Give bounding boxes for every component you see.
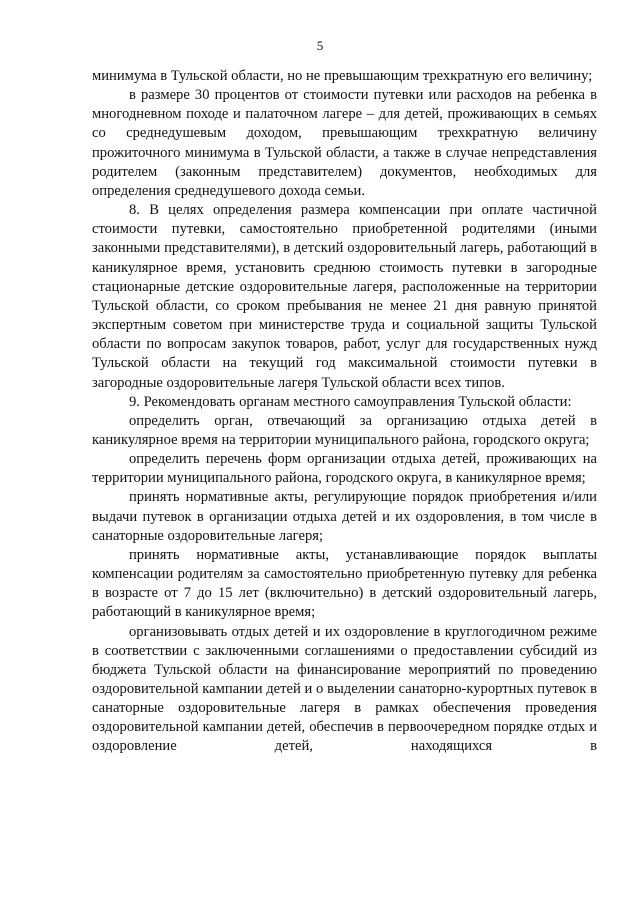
paragraph: принять нормативные акты, регулирующие порядок приобретения и/или выдачи путевок в организации отдыха детей и их оздоровления, в том числе в санаторные оздоровительные лагеря; bbox=[92, 489, 597, 544]
paragraph: 8. В целях определения размера компенсации при оплате частичной стоимости путевки, самостоятельно приобретенной родителями (иными законными представителями), в детский оздоровительный лагерь, работающий в каникулярное время, установить среднюю стоимость путевки в загородные стационарные детские оздоровительные лагеря, расположенные на территории Тульской области, со сроком пребывания не менее 21 дня равную принятой экспертным советом при министерстве труда и социальной защиты Тульской области по вопросам закупок товаров, работ, услуг для государственных нужд Тульской области на текущий год максимальной стоимости путевки в загородные оздоровительные лагеря Тульской области всех типов. bbox=[92, 202, 597, 391]
paragraph: минимума в Тульской области, но не превышающим трехкратную его величину; bbox=[92, 68, 593, 84]
paragraph: определить орган, отвечающий за организацию отдыха детей в каникулярное время на территории муниципального района, городского округа; bbox=[92, 412, 597, 448]
paragraph: в размере 30 процентов от стоимости путевки или расходов на ребенка в многодневном походе и палаточном лагере – для детей, проживающих в семьях со среднедушевым доходом, превышающим трехкратную величину прожиточного минимума в Тульской области, а также в случае непредставления родителем (законным представителем) документов, необходимых для определения среднедушевого дохода семьи. bbox=[92, 87, 597, 199]
document-body bbox=[92, 67, 597, 757]
page-number: 5 bbox=[316, 38, 324, 53]
paragraph: принять нормативные акты, устанавливающие порядок выплаты компенсации родителям за самостоятельно приобретенную путевку для ребенка в возрасте от 7 до 15 лет (включительно) в детский оздоровительный лагерь, работающий в каникулярное время; bbox=[92, 546, 597, 621]
paragraph: организовывать отдых детей и их оздоровление в круглогодичном режиме в соответствии с заключенными соглашениями о предоставлении субсидий из бюджета Тульской области на финансирование мероприятий по проведению оздоровительной кампании детей и о выделении санаторно-курортных путевок в санаторные оздоровительные лагеря в рамках обеспечения проведения оздоровительной кампании детей, обеспечив в первоочередном порядке отдых и оздоровление детей, находящихся в bbox=[92, 623, 597, 755]
paragraph: 9. Рекомендовать органам местного самоуправления Тульской области: bbox=[129, 393, 572, 410]
paragraph: определить перечень форм организации отдыха детей, проживающих на территории муниципального района, городского округа, в каникулярное время; bbox=[92, 451, 597, 487]
